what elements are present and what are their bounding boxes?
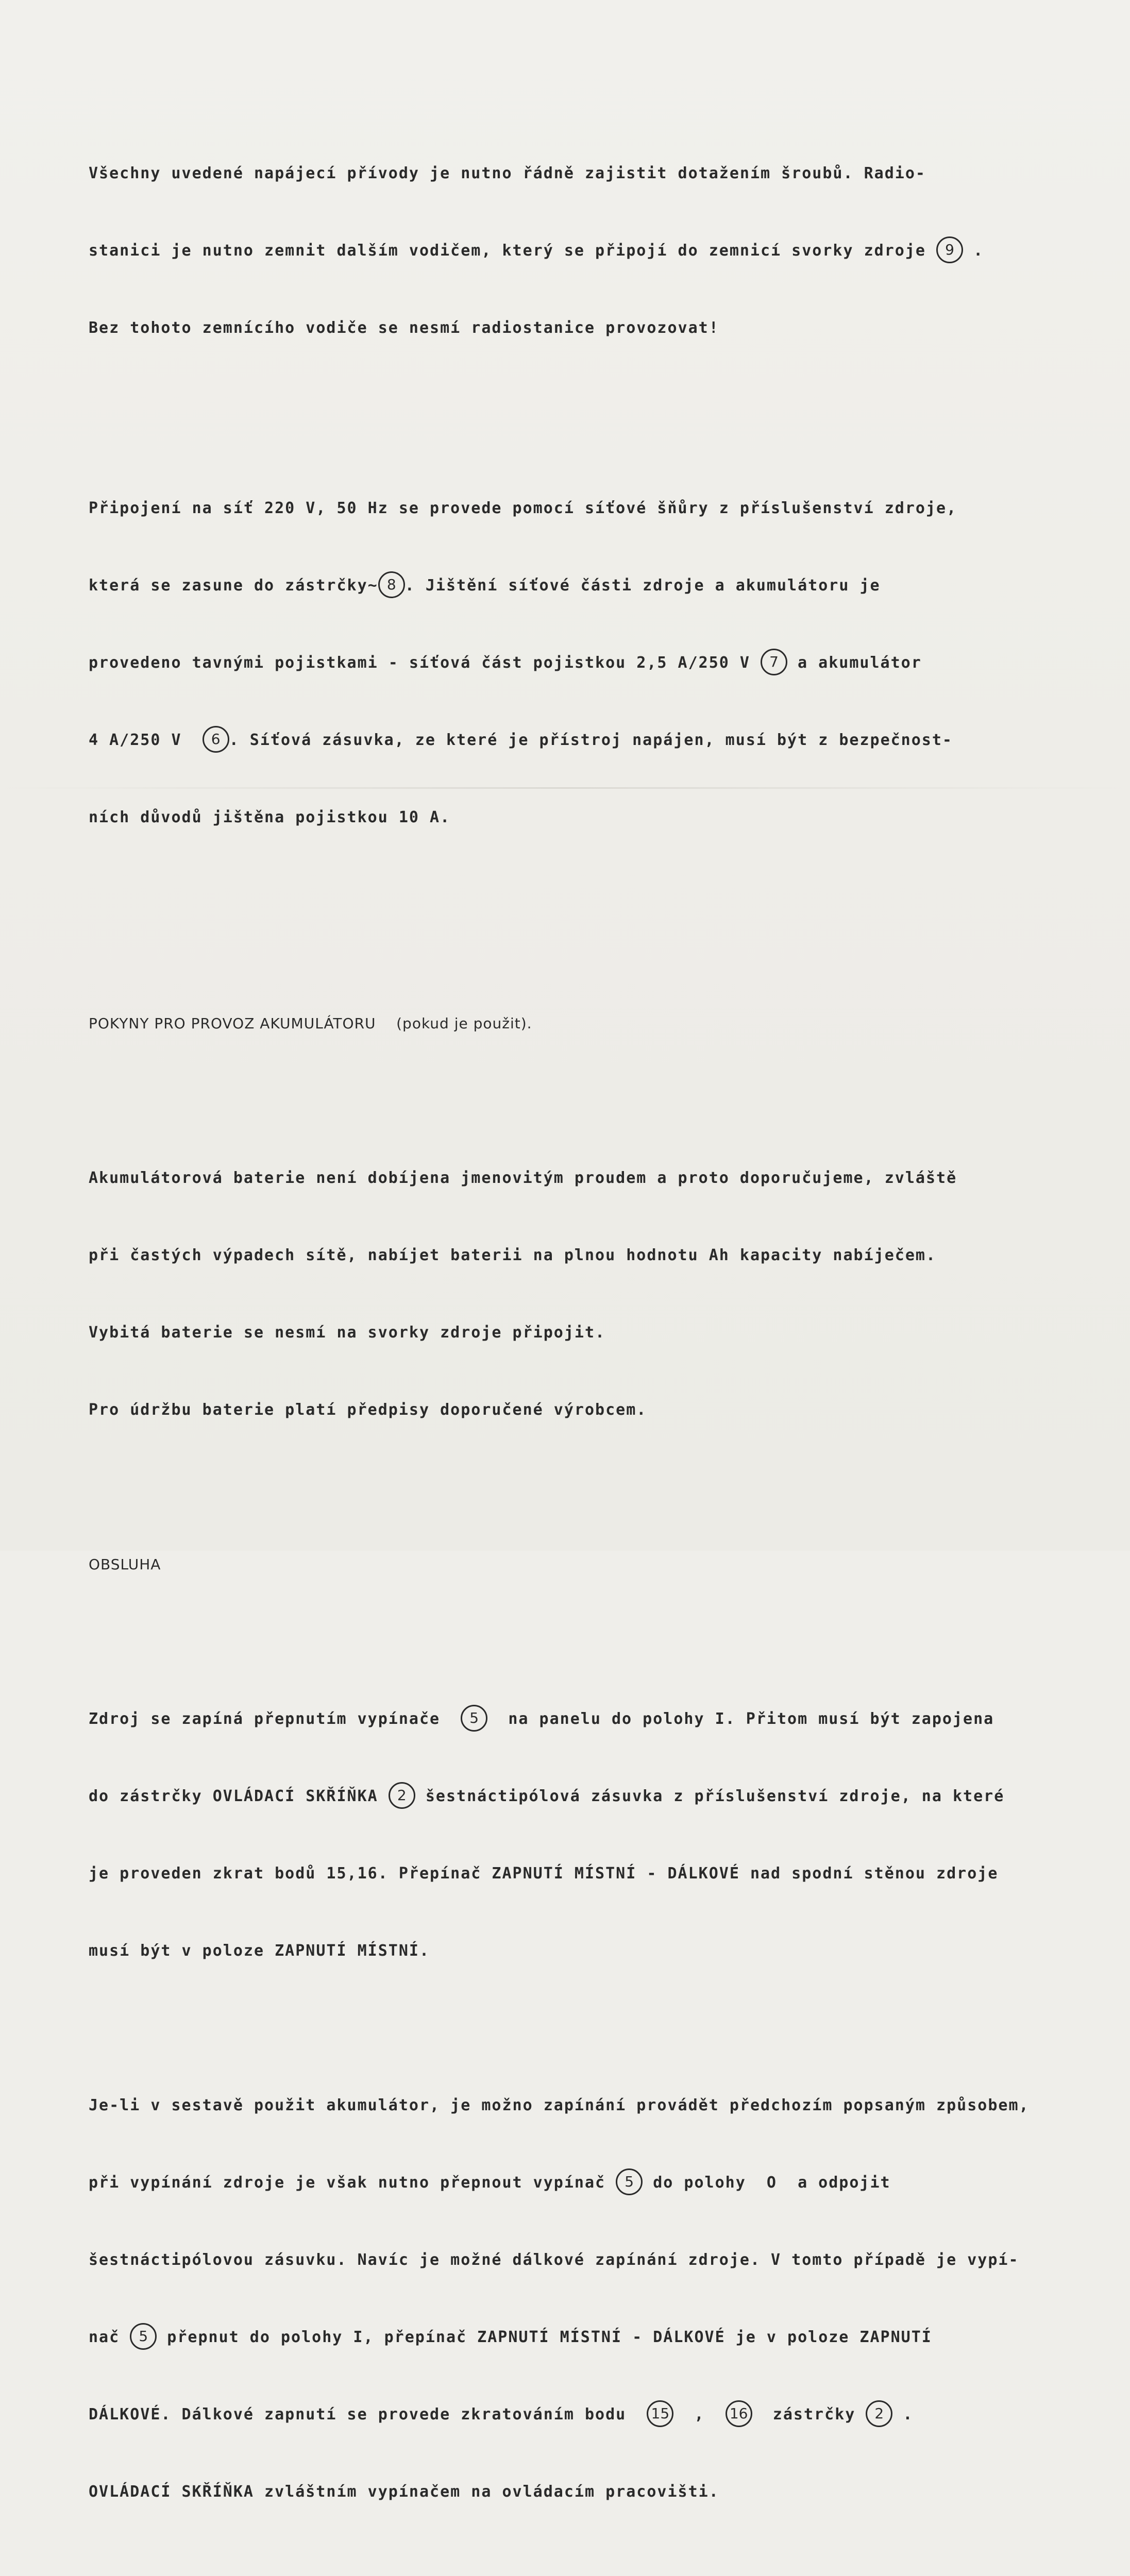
text-line: Pro údržbu baterie platí předpisy doporučené výrobcem. bbox=[89, 1401, 647, 1419]
text-line bbox=[89, 1784, 1057, 1809]
text-span: DÁLKOVÉ. Dálkové zapnutí se provede zkratováním bodu bbox=[89, 2405, 647, 2424]
ref-number-badge: 8 bbox=[378, 571, 405, 598]
heading-text: OBSLUHA bbox=[89, 1556, 161, 1573]
text-line bbox=[89, 2325, 1057, 2350]
text-line bbox=[89, 2402, 1057, 2428]
text-span: . bbox=[963, 242, 984, 260]
text-line: Vybitá baterie se nesmí na svorky zdroje připojit. bbox=[89, 1324, 606, 1342]
section-heading-accumulator bbox=[89, 959, 1057, 1088]
text-span: nač bbox=[89, 2328, 130, 2346]
text-line: šestnáctipólovou zásuvku. Navíc je možné dálkové zapínání zdroje. V tomto případě je vypí- bbox=[89, 2251, 1019, 2269]
text-span: do zástrčky OVLÁDACÍ SKŘÍŇKA bbox=[89, 1787, 389, 1805]
text-span: . bbox=[892, 2405, 914, 2424]
text-span: provedeno tavnými pojistkami - síťová část pojistkou 2,5 A/250 V bbox=[89, 654, 761, 672]
text-line bbox=[89, 727, 1057, 753]
text-span: , bbox=[673, 2405, 726, 2424]
ref-number-badge: 9 bbox=[936, 236, 963, 263]
paragraph-mains-connection bbox=[89, 444, 1057, 882]
text-span: která se zasune do zástrčky~ bbox=[89, 577, 378, 595]
text-span: při vypínání zdroje je však nutno přepnout vypínač bbox=[89, 2174, 616, 2192]
text-span: zástrčky bbox=[752, 2405, 866, 2424]
text-line bbox=[89, 650, 1057, 676]
heading-text: POKYNY PRO PROVOZ AKUMULÁTORU (pokud je použit). bbox=[89, 1015, 532, 1032]
text-line: je proveden zkrat bodů 15,16. Přepínač ZAPNUTÍ MÍSTNÍ - DÁLKOVÉ nad spodní stěnou zdroje bbox=[89, 1865, 999, 1883]
ref-number-badge: 2 bbox=[389, 1782, 415, 1809]
text-line: Bez tohoto zemnícího vodiče se nesmí radiostanice provozovat! bbox=[89, 319, 719, 337]
ref-number-badge: 2 bbox=[866, 2400, 892, 2427]
paragraph-startup-order bbox=[89, 2574, 1057, 2576]
text-span: . Síťová zásuvka, ze které je přístroj napájen, musí být z bezpečnost- bbox=[229, 731, 953, 749]
text-span: Zdroj se zapíná přepnutím vypínače bbox=[89, 1710, 461, 1728]
text-span: do polohy O a odpojit bbox=[643, 2174, 891, 2192]
section-heading-operation bbox=[89, 1500, 1057, 1629]
paragraph-battery bbox=[89, 1114, 1057, 1475]
paragraph-switching-on bbox=[89, 1655, 1057, 2015]
text-span: . Jištění síťové části zdroje a akumulátoru je bbox=[404, 577, 881, 595]
text-span: stanici je nutno zemnit dalším vodičem, který se připojí do zemnicí svorky zdroje bbox=[89, 242, 937, 260]
text-span: na panelu do polohy I. Přitom musí být zapojena bbox=[487, 1710, 994, 1728]
text-line: OVLÁDACÍ SKŘÍŇKA zvláštním vypínačem na ovládacím pracovišti. bbox=[89, 2483, 719, 2501]
ref-number-badge: 16 bbox=[726, 2400, 752, 2427]
ref-number-badge: 5 bbox=[616, 2168, 643, 2195]
text-line bbox=[89, 238, 1057, 264]
document-body bbox=[89, 109, 1057, 2576]
text-line: Připojení na síť 220 V, 50 Hz se provede pomocí síťové šňůry z příslušenství zdroje, bbox=[89, 499, 957, 517]
ref-number-badge: 5 bbox=[461, 1705, 487, 1732]
text-span: šestnáctipólová zásuvka z příslušenství zdroje, na které bbox=[415, 1787, 1005, 1805]
ref-number-badge: 7 bbox=[761, 649, 787, 675]
text-span: přepnut do polohy I, přepínač ZAPNUTÍ MÍSTNÍ - DÁLKOVÉ je v poloze ZAPNUTÍ bbox=[157, 2328, 932, 2346]
text-line bbox=[89, 1706, 1057, 1732]
text-span: 4 A/250 V bbox=[89, 731, 203, 749]
text-line: při častých výpadech sítě, nabíjet baterii na plnou hodnotu Ah kapacity nabíječem. bbox=[89, 1246, 937, 1264]
paragraph-remote-switching bbox=[89, 2041, 1057, 2556]
ref-number-badge: 6 bbox=[203, 726, 229, 753]
text-line: ních důvodů jištěna pojistkou 10 A. bbox=[89, 808, 451, 826]
ref-number-badge: 15 bbox=[647, 2400, 673, 2427]
text-line: Všechny uvedené napájecí přívody je nutno řádně zajistit dotažením šroubů. Radio- bbox=[89, 164, 926, 182]
paragraph-power-leads bbox=[89, 109, 1057, 393]
text-span: a akumulátor bbox=[787, 654, 922, 672]
text-line bbox=[89, 2170, 1057, 2196]
text-line: Je-li v sestavě použit akumulátor, je možno zapínání provádět předchozím popsaným způsobem, bbox=[89, 2096, 1030, 2114]
text-line bbox=[89, 573, 1057, 599]
text-line: Akumulátorová baterie není dobíjena jmenovitým proudem a proto doporučujeme, zvláště bbox=[89, 1169, 957, 1187]
ref-number-badge: 5 bbox=[130, 2323, 157, 2350]
text-line: musí být v poloze ZAPNUTÍ MÍSTNÍ. bbox=[89, 1942, 430, 1960]
